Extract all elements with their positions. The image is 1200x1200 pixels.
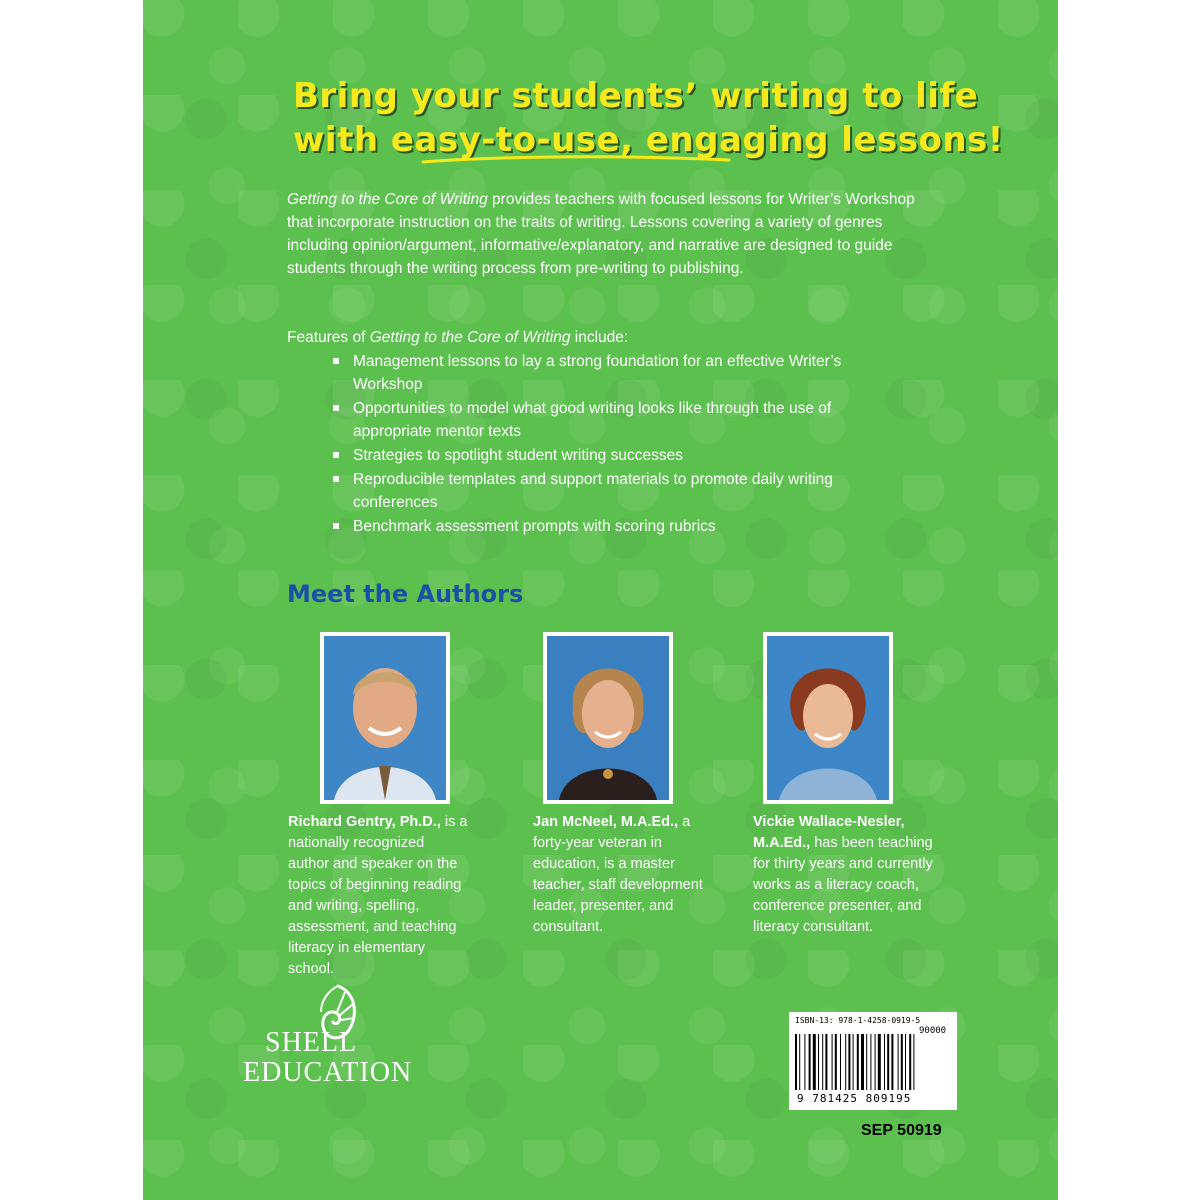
headline-line-1: Bring your students’ writing to life [293, 76, 979, 116]
barcode-bar [809, 1034, 811, 1090]
barcode-bar [832, 1034, 833, 1090]
person-portrait-icon [767, 636, 889, 800]
barcode-bar [909, 1034, 911, 1090]
author-card-wallace-nesler [753, 632, 933, 938]
author-card-mcneel [533, 632, 713, 938]
author-bio-mcneel [533, 812, 713, 938]
barcode-bar [822, 1034, 823, 1090]
barcode-bar [845, 1034, 846, 1090]
barcode-bar [835, 1034, 837, 1090]
meet-the-authors-heading: Meet the Authors [287, 580, 524, 608]
barcode-bar [795, 1034, 797, 1090]
feature-item: Opportunities to model what good writing looks like through the use of appropriate mentor texts [333, 397, 893, 443]
swoosh-underline [421, 152, 731, 166]
person-portrait-icon [547, 636, 669, 800]
features-book-title: Getting to the Core of Writing [369, 329, 571, 346]
barcode-bars [795, 1034, 951, 1090]
author-card-gentry [288, 632, 468, 980]
features-intro [287, 326, 927, 349]
barcode-bar [887, 1034, 889, 1090]
barcode-bar [804, 1034, 805, 1090]
headline [293, 74, 1004, 162]
barcode-bar [866, 1034, 867, 1090]
book-back-cover [143, 0, 1058, 1200]
author-bio-gentry [288, 812, 468, 980]
author-photo-mcneel [543, 632, 673, 804]
barcode-bar [861, 1034, 864, 1090]
product-code: SEP 50919 [861, 1122, 942, 1139]
author-name: Richard Gentry, Ph.D., [288, 814, 441, 830]
feature-item: Reproducible templates and support materials to promote daily writing conferences [333, 468, 893, 514]
author-bio-wallace-nesler [753, 812, 933, 938]
barcode-bar [905, 1034, 906, 1090]
logo-line-2: EDUCATION [243, 1057, 413, 1088]
barcode-bar [857, 1034, 859, 1090]
barcode-bar [878, 1034, 881, 1090]
barcode-bar [898, 1034, 899, 1090]
features-prefix: Features of [287, 329, 370, 346]
author-name: Jan McNeel, M.A.Ed., [533, 814, 679, 830]
author-photo-wallace-nesler [763, 632, 893, 804]
features-suffix: include: [570, 329, 629, 346]
shell-education-logo [243, 982, 443, 1092]
logo-line-1: SHELL [265, 1027, 358, 1058]
barcode-bar [848, 1034, 850, 1090]
barcode-bar [875, 1034, 876, 1090]
person-portrait-icon [324, 636, 446, 800]
author-bio-text: has been teaching for thirty years and currently works as a literacy coach, conference presenter, and literacy consultant. [753, 835, 933, 935]
barcode-bar [870, 1034, 871, 1090]
barcode-bar [884, 1034, 885, 1090]
barcode-bar [853, 1034, 854, 1090]
feature-item: Strategies to spotlight student writing successes [333, 444, 893, 467]
headline-line-2: with easy-to-use, engaging lessons! [293, 120, 1004, 160]
intro-text: provides teachers with focused lessons for Writer’s Workshop that incorporate instruction on the traits of writing. Lessons covering a variety of genres including opinion/argument, informative/explanatory, and narrative are designed to guide students through the writing process from pre-writing to publishing. [287, 191, 915, 277]
intro-paragraph [287, 188, 927, 280]
feature-item: Benchmark assessment prompts with scoring rubrics [333, 515, 893, 538]
barcode-bar [818, 1034, 819, 1090]
isbn-barcode [789, 1012, 957, 1110]
author-bio-text: is a nationally recognized author and speaker on the topics of beginning reading and writing, spelling, assessment, and teaching literacy in elementary school. [288, 814, 468, 977]
author-name: Vickie Wallace-Nesler, M.A.Ed., [753, 814, 905, 851]
feature-item: Management lessons to lay a strong foundation for an effective Writer’s Workshop [333, 350, 893, 396]
intro-book-title: Getting to the Core of Writing [287, 191, 488, 208]
author-photo-gentry [320, 632, 450, 804]
barcode-bar [891, 1034, 893, 1090]
barcode-bar [840, 1034, 841, 1090]
barcode-bar [913, 1034, 914, 1090]
isbn-digits: 9 781425 809195 [797, 1092, 912, 1105]
barcode-bar [825, 1034, 827, 1090]
isbn-label: ISBN-13: 978-1-4258-0919-5 [795, 1016, 921, 1025]
barcode-bar [799, 1034, 800, 1090]
barcode-bar [901, 1034, 903, 1090]
price-code: 90000 [919, 1026, 947, 1036]
logo-text [243, 1028, 412, 1088]
features-list [333, 350, 893, 539]
author-bio-text: a forty-year veteran in education, is a master teacher, staff development leader, presenter, and consultant. [533, 814, 703, 935]
barcode-bar [813, 1034, 816, 1090]
